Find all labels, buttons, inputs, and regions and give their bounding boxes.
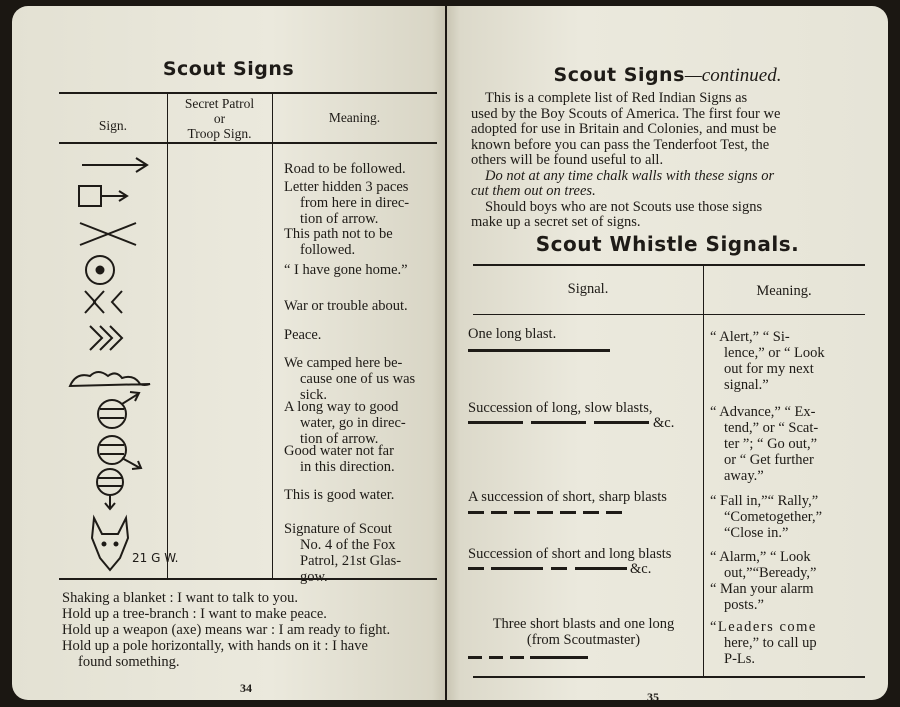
signal-meaning-2 <box>710 493 870 541</box>
meaning-line: “ Alarm,” “ Look <box>710 549 811 565</box>
header-signal: Signal. <box>567 281 609 297</box>
signal-text: Succession of short and long blasts <box>468 546 672 562</box>
footer-line: found something. <box>78 654 180 670</box>
meaning-line: “ Fall in,”“ Rally,” <box>710 493 819 509</box>
note-line: make up a secret set of signs. <box>471 214 641 230</box>
meaning-7 <box>284 399 444 447</box>
signal-text: (from Scoutmaster) <box>526 632 641 648</box>
meaning-line: tion of arrow. <box>300 211 379 227</box>
meaning-line: A long way to good <box>284 399 399 415</box>
whistle-col-rule <box>703 266 704 676</box>
meaning-line: Letter hidden 3 paces <box>284 179 409 195</box>
cross-icon <box>80 223 136 245</box>
header-secret-patrol <box>167 96 272 141</box>
meaning-line: “Close in.” <box>724 525 789 541</box>
meaning-line: from here in direc- <box>300 195 410 211</box>
long-slow-blast-mark <box>531 421 586 424</box>
whistle-header-rule <box>473 314 865 315</box>
warning-line: cut them out on trees. <box>471 183 596 199</box>
signal-meaning-0 <box>710 329 870 393</box>
signal-text: Succession of long, slow blasts, <box>468 400 653 416</box>
short-blast-mark <box>514 511 530 514</box>
fox-head-icon <box>92 518 128 570</box>
meaning-line: This path not to be <box>284 226 393 242</box>
intro-line: This is a complete list of Red Indian Signs as <box>485 90 748 106</box>
meaning-line: P-Ls. <box>724 651 756 667</box>
signal-text: A succession of short, sharp blasts <box>468 489 667 505</box>
signal-meaning-4 <box>710 619 870 667</box>
long-slow-blast-mark <box>468 421 523 424</box>
footer-line: Hold up a weapon (axe) means war : I am ready to fight. <box>62 622 391 638</box>
meaning-line: here,” to call up <box>724 635 817 651</box>
table-header-rule <box>59 142 437 144</box>
signal-row-4 <box>466 616 701 648</box>
footer-line: Hold up a tree-branch : I want to make peace. <box>62 606 327 622</box>
signal-row-3 <box>468 546 703 562</box>
meaning-5 <box>284 327 444 343</box>
right-title-suffix: —continued. <box>684 65 782 86</box>
short-blast-mark <box>551 567 567 570</box>
meaning-line: sick. <box>300 387 327 403</box>
short-blast-mark <box>537 511 553 514</box>
right-page <box>447 6 888 700</box>
meaning-line: lence,” or “ Look <box>724 345 825 361</box>
left-page-number: 34 <box>240 681 252 695</box>
signal-meaning-1 <box>710 404 870 484</box>
signal-row-2 <box>468 489 703 505</box>
table-col-rule-2 <box>272 94 273 578</box>
meaning-line: “Leaders come <box>710 619 817 635</box>
meaning-line: ter ”; “ Go out,” <box>724 436 818 452</box>
short-blast-mark <box>606 511 622 514</box>
meaning-line: cause one of us was <box>300 371 416 387</box>
intro-line: adopted for use in Britain and Colonies, and must be <box>471 121 777 137</box>
header-meaning: Meaning. <box>328 110 381 125</box>
peace-icon <box>90 326 122 350</box>
meaning-line: away.” <box>724 468 764 484</box>
meaning-line: “Cometogether,” <box>724 509 823 525</box>
right-page-number: 35 <box>647 690 659 700</box>
meaning-2 <box>284 226 444 258</box>
hidden-letter-icon <box>79 186 127 206</box>
short-blast-mark <box>468 567 484 570</box>
header-signal-meaning: Meaning. <box>756 283 812 299</box>
circle-dot-icon <box>86 256 114 284</box>
meaning-1 <box>284 179 444 227</box>
signal-row-1 <box>468 400 703 416</box>
camp-sick-icon <box>70 372 150 386</box>
long-way-water-icon <box>98 392 139 428</box>
intro-line: used by the Boy Scouts of America. The first four we <box>471 105 781 122</box>
meaning-10 <box>284 521 444 585</box>
left-page <box>12 6 445 700</box>
header-or-line: or <box>213 111 226 126</box>
left-footer-text <box>62 590 442 670</box>
signal-suffix-1: &c. <box>653 415 675 431</box>
meaning-0 <box>284 161 444 177</box>
meaning-line: gow. <box>300 569 328 585</box>
table-top-rule <box>59 92 437 94</box>
warning-line: Do not at any time chalk walls with these signs or <box>485 167 775 184</box>
meaning-line: followed. <box>300 242 356 258</box>
short-blast-mark <box>510 656 524 659</box>
whistle-top-rule <box>473 264 865 266</box>
meaning-line: out,”“Beready,” <box>724 565 817 581</box>
whistle-bottom-rule <box>473 676 865 678</box>
intro-paragraph <box>471 91 871 231</box>
water-here-icon <box>97 469 123 509</box>
fox-signature-label: 21 G W. <box>132 551 179 565</box>
meaning-line: water, go in direc- <box>300 415 406 431</box>
meaning-line: No. 4 of the Fox <box>300 537 396 553</box>
meaning-line: Road to be followed. <box>284 161 406 177</box>
meaning-line: “ Advance,” “ Ex- <box>710 404 816 420</box>
header-troop-sign-line: Troop Sign. <box>187 126 252 141</box>
meaning-line: This is good water. <box>284 487 395 503</box>
short-blast-mark <box>560 511 576 514</box>
long-blast-mark <box>530 656 588 659</box>
meaning-line: War or trouble about. <box>284 298 408 314</box>
note-line: Should boys who are not Scouts use those signs <box>485 198 763 215</box>
meaning-line: Patrol, 21st Glas- <box>300 553 402 569</box>
meaning-line: out for my next <box>724 361 814 377</box>
meaning-6 <box>284 355 444 403</box>
sign-symbols <box>60 146 170 576</box>
short-blast-mark <box>583 511 599 514</box>
short-blast-mark <box>468 511 484 514</box>
header-sign: Sign. <box>98 118 128 133</box>
road-arrow-icon <box>82 158 147 172</box>
intro-line: known before you can pass the Tenderfoot Test, the <box>471 136 770 153</box>
good-water-icon <box>98 436 141 469</box>
meaning-line: “ Man your alarm <box>710 581 814 597</box>
signal-row-0 <box>468 326 703 342</box>
short-blast-mark <box>468 656 482 659</box>
meaning-3 <box>284 262 444 278</box>
meaning-line: posts.” <box>724 597 764 613</box>
long-blast-mark <box>575 567 627 570</box>
signal-suffix-3: &c. <box>630 561 652 577</box>
signal-meaning-3 <box>710 549 870 613</box>
meaning-line: Good water not far <box>284 443 394 459</box>
meaning-8 <box>284 443 444 475</box>
meaning-4 <box>284 298 444 314</box>
meaning-line: or “ Get further <box>724 452 814 468</box>
whistle-title: Scout Whistle Signals. <box>535 232 800 256</box>
long-blast-mark <box>491 567 543 570</box>
short-blast-mark <box>491 511 507 514</box>
war-icon <box>85 291 122 313</box>
footer-line: Shaking a blanket : I want to talk to you. <box>62 590 298 606</box>
meaning-line: tion of arrow. <box>300 431 379 447</box>
intro-line: others will be found useful to all. <box>471 152 664 168</box>
left-page-title: Scout Signs <box>162 58 295 80</box>
meaning-line: signal.” <box>724 377 769 393</box>
short-blast-mark <box>489 656 503 659</box>
footer-line: Hold up a pole horizontally, with hands on it : I have <box>62 638 368 654</box>
meaning-9 <box>284 487 444 503</box>
header-secret-patrol-line: Secret Patrol <box>184 96 255 111</box>
right-page-title <box>447 64 888 87</box>
meaning-line: tend,” or “ Scat- <box>724 420 819 436</box>
meaning-line: We camped here be- <box>284 355 403 371</box>
long-slow-blast-mark <box>594 421 649 424</box>
long-blast-mark <box>468 349 610 352</box>
meaning-line: “ Alert,” “ Si- <box>710 329 790 345</box>
signal-text: Three short blasts and one long <box>492 616 675 632</box>
right-title-main: Scout Signs <box>553 64 685 86</box>
meaning-line: in this direction. <box>300 459 395 475</box>
meaning-line: Peace. <box>284 327 322 343</box>
meaning-line: “ I have gone home.” <box>284 262 408 278</box>
meaning-line: Signature of Scout <box>284 521 392 537</box>
signal-text: One long blast. <box>468 326 557 342</box>
